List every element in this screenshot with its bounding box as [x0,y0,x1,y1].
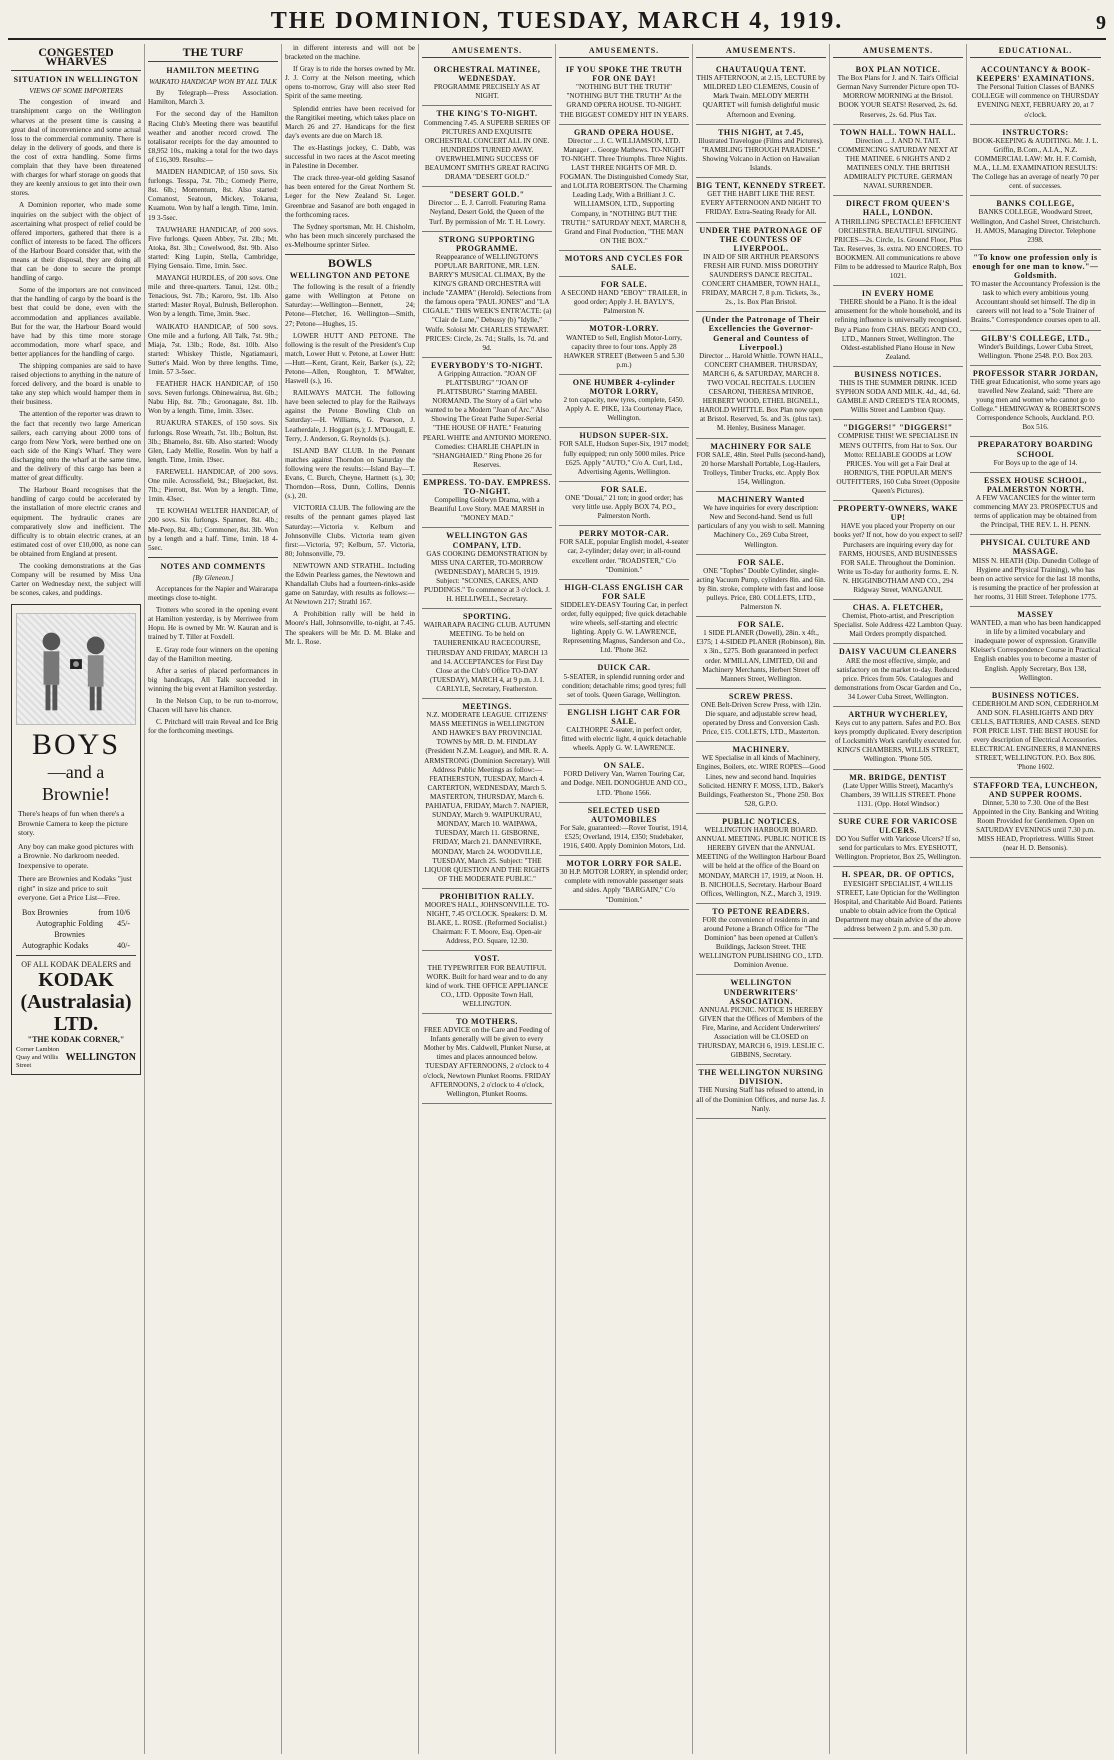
ad-title: (Under the Patronage of Their Excellencies the Governor-General and Countess of Liverpool.) [701,315,821,352]
ad-title: MACHINERY Wanted [717,495,805,505]
price-row: Autographic Folding Brownies 45/- [36,918,130,939]
classified-ad [970,437,1101,472]
ads-column-5 [559,62,689,910]
classified-ad [833,770,963,814]
paragraph: After a series of placed performances in big handicaps, All Talk succeeded in winning the big event at Hamilton yesterday. [148,666,278,693]
ad-title: MACHINERY. [732,745,790,755]
ads-column-8 [970,62,1101,858]
classified-ad [559,580,689,661]
classified-ad [970,366,1101,438]
classified-ad [696,555,826,618]
ad-body: THIS AFTERNOON, at 2.15, LECTURE by MILDRED LEO CLEMENS, Cousin of Mark Twain. MELODY MERTH QUARTET will furnish delightful music Afternoon and Evening. [696,74,826,119]
classified-ad [559,125,689,251]
ad-title: TO PETONE READERS. [712,906,810,916]
notes-byline: [By Gleneon.] [192,573,234,582]
ad-body: Director ... J. C. WILLIAMSON, LTD. Manager ... George Mathews. TO-NIGHT TO-NIGHT. Three Triumphs. Three Nights. LAST THREE NIGHTS OF MR. D. FOGMAN. The Distinguished Comedy Star, and LOLITA ROBERTSON. The Charming Leading Lady, With a Brilliant J. C. WILLIAMSON, LTD., Supporting Company, in "NOTHING BUT THE TRUTH." SATURDAY NEXT, MARCH 8, Grand and Final Production, "THE MAN ON THE BOX." [559,136,689,245]
ad-title: INSTRUCTORS: [1002,127,1069,137]
ad-title: SCREW PRESS. [728,691,794,701]
ad-body: WANTED to Sell, English Motor-Lorry, capacity three to four tons. Apply 28 HAWKER STREET (Between 5 and 5.30 p.m.) [563,333,685,369]
ad-body: WANTED, a man who has been handicapped in life by a limited vocabulary and inadequate power of expression. Granville Kleiser's Correspondence Course in Practical English enables you to become a master of English. Apply Secretary, Box 138, Wellington. [970,619,1101,682]
ad-body: SIDDELEY-DEASY Touring Car, in perfect order, fully equipped; five quick detachable wire wheels, self-starting and electric lighting. Apply G. W. LAWRENCE, Representing Magnus, Sanderson and Co., Ltd. 'Phone 362. [560,600,688,655]
classified-ad [970,62,1101,125]
classified-ad [422,232,552,358]
amusements-heading: AMUSEMENTS. [833,44,963,58]
ad-body: TO master the Accountancy Profession is the task to which every ambitious young Accountant should set himself. The dip in careers will not lead to a "Sole Trainer of Brains." Correspondence courses open to all. [970,280,1101,325]
classified-ad [559,758,689,802]
ad-title: UNDER THE PATRONAGE OF THE COUNTESS OF LIVERPOOL. [699,225,823,253]
classified-ad [970,473,1101,536]
ad-body: Director ... E. J. Carroll. Featuring Rama Neyland, Desert Gold, the Queen of the Turf. By permission of Mr. T. H. Lowry. [428,199,546,226]
ad-body: BOOK-KEEPING & AUDITING. Mr. J. L. Griffin, B.Com., A.I.A., N.Z. COMMERCIAL LAW: Mr. H. F. Cornish, M.A., LL.M. EXAMINATION RESULTS: The College has an average of nearly 70 per cent. of successes. [972,136,1099,191]
amusements-heading: AMUSEMENTS. [422,44,552,58]
ad-title: FOR SALE. [737,557,785,567]
ad-title: HIGH-CLASS ENGLISH CAR FOR SALE [564,582,684,601]
ad-body: 1 SIDE PLANER (Dowell), 28in. x 4ft., £375; 1 4-SIDED PLANER (Robinson), 8in. x 3in., £275. Both guaranteed in perfect order. M'MILLAN, LIMITED, Oil and Machinery Merchants, Herbert Street off Manners Street, Wellington. [696,629,826,683]
ad-title: IF YOU SPOKE THE TRUTH FOR ONE DAY! [565,65,683,84]
ad-title: PROPERTY-OWNERS, WAKE UP! [837,504,958,523]
ad-body: 30 H.P. MOTOR LORRY, in splendid order; complete with removable passenger seats and sides. Apply "BARGAIN," C/o "Dominion." [560,868,688,904]
ad-body: GET THE HABIT LIKE THE REST. EVERY AFTERNOON AND NIGHT TO FRIDAY. Extra-Seating Ready for All. [700,190,822,217]
ad-title: SPORTING. [462,612,511,622]
classified-ad [422,951,552,1014]
turf-continued [285,44,415,250]
ad-title: DAISY VACUUM CLEANERS [839,647,957,657]
classified-ad [559,705,689,758]
ad-body: Chemist, Photo-artist, and Prescription Specialist. Sole Address 422 Lambton Quay. Mail Orders promptly dispatched. [833,612,963,639]
classified-ad [696,312,826,438]
classified-ad [833,644,963,707]
ad-title: DIRECT FROM QUEEN'S HALL, LONDON. [845,199,951,218]
paragraph: The shipping companies are said to have raised objections to anything in the nature of forced delivery, and the board is unable to take any step which would hamper them in their business. [11,362,141,407]
classified-ad [833,867,963,939]
ad-body: WAIRARAPA RACING CLUB. AUTUMN MEETING. To be held on TAUHERENIKAU RACECOURSE, THURSDAY AND FRIDAY, MARCH 13 and 14. ACCEPTANCES for First Day Close at the Club's Office TO-DAY (TUESDAY), MARCH 4, at 9 p.m. J. I. CARLYLE, Secretary, Featherston. [423,621,551,693]
ad-body: FOR SALE, Hudson Super-Six, 1917 model; fully equipped; run only 5000 miles. Price £625. Apply "AUTO," C/o A. Curl, Ltd., Advertising Agents, Wellington. [559,440,689,476]
ad-body: A SECOND HAND "EBOY" TRAILER, in good order; Apply J. H. BAYLY'S, Palmerston N. [560,289,688,316]
ad-body: Reappearance of WELLINGTON'S POPULAR BARITONE, MR. LEN. BARRY'S MUSICAL CLIMAX, By the KING'S GRAND ORCHESTRA will include "ZAMPA" (Herold). Selections from the famous opera "PAUL JONES" and "LA CIGALE." THIS WEEK'S ENTR'ACTE: (a) "Clair de Lune," Debussy (b) "Idylle," Wolfe. Soloist Mr. CHARLES STEWART. PRICES: Circle, 2s. 7d.; Stalls, 1s. 7d. and 9d. [422,252,552,352]
classified-ad [833,814,963,867]
classified-ad [970,607,1101,688]
ad-body: FOR the convenience of residents in and around Petone a Branch Office for "The Dominion" has been opened at Cullen's Buildings, Jackson Street. THE WELLINGTON PUBLISHING CO., LTD. Dominion Avenue. [698,915,824,970]
classified-ad [559,482,689,526]
ad-body: IN AID OF SIR ARTHUR PEARSON'S FRESH AIR FUND. MISS DOROTHY SAUNDERS'S DANCE RECITAL. CONCERT CHAMBER, TOWN HALL, FRIDAY, MARCH 7, 8 p.m. Tickets, 3s., 2s., 1s. Box Plan Bristol. [701,252,821,307]
column-7 [830,44,967,1754]
ad-body: N.Z. MODERATE LEAGUE. CITIZENS' MASS MEETINGS in WELLINGTON AND HAWKE'S BAY PROVINCIAL TOWNS by MR. D. M. FINDLAY (President N.Z.M. League), and MR. R. A. ARMSTRONG (Dominion Secretary). Will Address Public Meetings as follow:— FEATHERSTON, TUESDAY, March 4. CARTERTON, WEDNESDAY, March 5. MASTERTON, THURSDAY, March 6. PAHIATUA, FRIDAY, March 7. NAPIER, SUNDAY, March 9. WAIPUKURAU, MONDAY, March 10. WAIPAWA, TUESDAY, March 11. GISBORNE, FRIDAY, March 21. DANNEVIRKE, MONDAY, March 24. WOODVILLE, TUESDAY, March 25. Subject: "THE LIQUOR QUESTION AND THE RIGHTS OF THE MODERATE PUBLIC." [424,711,550,883]
classified-ad [559,321,689,374]
ad-title: DUICK CAR. [597,663,651,673]
classified-ad [559,856,689,909]
ad-title: PREPARATORY BOARDING SCHOOL [977,440,1094,459]
ad-dealers: OF ALL KODAK DEALERS and [21,959,131,969]
classified-ad [833,196,963,286]
ad-body: Commencing 7.45. A SUPERB SERIES OF PICTURES AND EXQUISITE ORCHESTRAL CONCERT ALL IN ONE. HUNDREDS TURNED AWAY. OVERWHELMING SUCCESS OF BEAUMONT SMITH'S GREAT RACING DRAMA "DESERT GOLD." [423,118,551,182]
ad-title: BOX PLAN NOTICE. [855,65,941,75]
columns [8,44,1106,1754]
paragraph: LOWER HUTT AND PETONE. The following is the result of the President's Cup match, Lower Hutt v. Petone, at Lower Hutt:—Hutt—Kent, Grant, Keir, Barker (s.), 22; Petone—Allen, Roughton, T. M'Walter, Haswell (s.), 16. [285,331,415,386]
ad-title: ACCOUNTANCY & BOOK-KEEPERS' EXAMINATIONS. [976,65,1095,84]
ad-body: Direction ... J. AND N. TAIT. COMMENCING SATURDAY NEXT AT THE MATINEE. 6 NIGHTS AND 2 MATINEES ONLY. THE BRITISH ADMIRALTY PICTURE. GERMAN NAVAL SURRENDER. [837,136,959,191]
ad-body: PROGRAMME PRECISELY AS AT NIGHT. [433,83,541,101]
ad-body: The Personal Tuition Classes of BANKS COLLEGE will commence on THURSDAY EVENING NEXT, FEBRUARY 20, at 7 o'clock. [971,83,1100,119]
ad-title: STAFFORD TEA, LUNCHEON, AND SUPPER ROOMS. [973,780,1098,799]
classified-ad [833,420,963,501]
ad-title: MACHINERY FOR SALE [710,441,812,451]
column-5 [556,44,693,1754]
classified-ad [696,904,826,976]
classified-ad [696,742,826,814]
ads-column-7 [833,62,963,939]
classified-ad [422,1014,552,1104]
paragraph: If Gray is to ride the horses owned by Mr. J. J. Corry at the Nelson meeting, which opens to-morrow, Gray will also steer Red Spirit of the same meeting. [285,65,415,101]
paragraph: C. Pritchard will train Reveal and Ice Brig for the forthcoming meetings. [148,718,278,736]
ad-body: (Late Upper Willis Street), Macarthy's Chambers, 39 WILLIS STREET. Phone 1131. (Opp. Hotel Windsor.) [840,781,956,808]
classified-ad [833,125,963,197]
paragraph: in different interests and will not be bracketed on the machine. [285,44,415,62]
ad-body: BANKS COLLEGE, Woodward Street, Wellington, And Cashel Street, Christchurch. H. AMOS, Managing Director. Telephone 2398. [970,208,1101,244]
classified-ad [422,609,552,699]
classified-ad [833,286,963,367]
ad-body: Keys cut to any pattern. Safes and P.O. Box keys promptly duplicated. Every description of Locksmith's Work carefully executed for. KING'S CHAMBERS, WILLIS STREET, Wellington. 'Phone 505. [834,719,962,764]
ad-title: ENGLISH LIGHT CAR FOR SALE. [567,707,681,726]
ad-title: PERRY MOTOR-CAR. [579,529,669,539]
ad-text-2: Any boy can make good pictures with a Brownie. No darkroom needed. Inexpensive to operate. [18,841,134,870]
paragraph: VICTORIA CLUB. The following are the results of the pennant games played last Saturday:—Victoria v. Kelburn and Johnsonville Clubs. Victoria team given first:—Victoria, 97; Kelburn, 57. Victoria, 80; Johnsonville, 79. [285,504,415,558]
classified-ad [422,358,552,475]
ad-title: MR. BRIDGE, DENTIST [849,772,947,782]
ad-body: DO You Suffer with Varicose Ulcers? If so, send for particulars to Mrs. EYESHOTT, Wellington. Proprietor, Box 25, Wellington. [835,835,961,862]
ad-body: Compelling Goldwyn Drama, with a Beautiful Love Story. MAE MARSH in "MONEY MAD." [429,496,545,523]
column-8 [967,44,1104,1754]
ad-boys-headline: BOYS [31,728,121,762]
classified-ad [559,62,689,125]
ad-title: BANKS COLLEGE, [996,199,1075,209]
column-1 [8,44,145,1754]
classified-ad [559,660,689,704]
paragraph: FAREWELL HANDICAP, of 200 sovs. One mile. Acrossfield, 9st.; Bluejacket, 8st. 7lb.; Pierrott, 8st. Won by a length. Time, 1min. 43sec. [148,467,278,504]
paragraph: Trotters who scored in the opening event at Hamilton yesterday, is by Merriwee from Hopu. He is owned by Mr. W. Kauran and is trained by T. Tiller at Foxdell. [148,606,278,642]
classified-ad [559,251,689,277]
ad-body: THE TYPEWRITER FOR BEAUTIFUL WORK. Built for hard wear and to do any kind of work. THE OFFICE APPLIANCE CO., LTD. Opposite Town Hall, WELLINGTON. [425,963,549,1008]
ad-title: BUSINESS NOTICES. [854,369,942,379]
ad-title: CHAUTAUQUA TENT. [715,65,807,75]
paragraph: MAYANGI HURDLES, of 200 sovs. One mile and three-quarters. Tanui, 12st. 0lb.; Tenacious, 9st. 7lb.; Karoro, 9st. 1lb. Also started: Master Royal, Bulrush, Bellerophon. Won by a length. Time, 3min. 9sec. [148,274,278,319]
subhead-situation: SITUATION IN WELLINGTON [13,75,139,85]
ad-body: FORD Delivery Van, Warren Touring Car, and Dodge. NEIL DONOGHUE AND CO., LTD. 'Phone 1566. [561,770,687,797]
subhead-waikato: WAIKATO HANDICAP WON BY ALL TALK [149,78,277,87]
paragraph: The following is the result of a friendly game with Wellington at Petone on Saturday:—Wellington—Bennett, 24; Petone—Fletcher, 16. Wellington—Smith, 27; Petone—Hughes, 15. [285,283,415,328]
classified-ad [696,1065,826,1118]
classified-ad [970,250,1101,331]
classified-ad [696,689,826,742]
paragraph: NEWTOWN AND STRATHL. Including the Edwin Pearless games, the Newtown and Khandallah Clubs had a fourteen-rinks-aside game on Saturday, with results as follows:—At Newtown 217; Strathl 167. [285,561,415,607]
ad-title: TOWN HALL. TOWN HALL. [839,127,957,137]
price-row: Box Brownies from 10/6 [22,907,130,917]
kodak-advertisement [11,604,141,1075]
ad-title: ESSEX HOUSE SCHOOL, PALMERSTON NORTH. [983,475,1088,494]
paragraph: FEATHER HACK HANDICAP, of 150 sovs. Seven furlongs. Ohinewairua, 8st. 6lb.; Nabu Hip, 8st. 7lb.; Groonagate, 8st. 1lb. Won by a length. Time, 1min. 33sec. [148,380,278,416]
paragraph: The Harbour Board recognises that the handling of cargo could be accelerated by the installation of more electric cranes and equipment. The hydraulic cranes are comparatively slow and inefficient. The difficulty is to obtain electric cranes, at an estimated cost of over £10,000, as none can be obtained from England at present. [11,486,141,558]
classified-ad [696,125,826,178]
paragraph: The Sydney sportsman, Mr. H. Chisholm, who has been much sincerely purchased the ex-Melbourne sprinter Sirlee. [285,222,415,249]
ad-body: The Box Plans for J. and N. Tait's Official German Navy Surrender Picture open TO-MORROW MORNING at the Bristol. BOOK YOUR SEATS! Reserved, 2s. 6d. Reserves, 2s. 6d. Plus Tax. [836,74,960,119]
ad-title: MASSEY [1017,609,1054,619]
ad-body: THERE should be a Piano. It is the ideal amusement for the whole household, and its refining influence is universally recognised. Buy a Piano from CHAS. BEGG AND CO., LTD., Manners Street, Wellington. The Oldest-established Piano House in New Zealand. [834,298,962,361]
ad-title: ORCHESTRAL MATINEE, WEDNESDAY. [433,65,541,84]
ad-body: Illustrated Travelogue (Films and Pictures). "RAMBLING THROUGH PARADISE." Showing Volcano in Action on Hawaiian Islands. [698,136,824,173]
classified-ad [970,778,1101,859]
column-3 [282,44,419,1754]
headline-turf: THE TURF [182,45,244,59]
paragraph: In the Nelson Cup, to be run to-morrow, Chacen will have his chance. [148,697,278,715]
paragraph: Some of the importers are not convinced that the handling of cargo by the board is the best that could be done, even with the accommodation and appliances available. But for the war, the Harbour Board would have had by this time more storage accommodation, more wharf space, and better appliances for the handling of cargo. [11,286,141,358]
ad-body: COMPRISE THIS! WE SPECIALISE IN MEN'S OUTFITS, from Hat to Sox. Our Motto: RELIABLE GOODS at LOW PRICES. You will get a Fair Deal at HORNIG'S, THE POPULAR MEN'S OUTFITTERS, 160 Cuba Street (Opposite Queen's Pictures). [836,432,960,496]
ad-body: Director ... Harold Whittle. TOWN HALL, CONCERT CHAMBER. THURSDAY, MARCH 6, & SATURDAY, MARCH 8. TWO VOCAL RECITALS. LUCIEN CESARONI, THERESA M'INROE, HERBERT WOOD, ETHEL BIGNELL, HAROLD WHITTLE. Box Plan now open at Bristol. Reserved, 5s. and 3s. (plus tax). M. Henley, Business Manager. [699,351,823,433]
column-2 [145,44,282,1754]
masthead [8,6,1106,40]
headline-wharves: CONGESTED WHARVES [38,45,114,69]
paragraph: The attention of the reporter was drawn to the fact that recently two large American sailers, each carrying about 2000 tons of cargo from New York, were berthed one on each side of the King's Wharf. They were discharging onto the wharf at the same time, and the delivery of this cargo has been a matter of great difficulty. [11,410,141,483]
ad-body: For Sale, guaranteed:—Rover Tourist, 1914, £525; Overland, 1914, £350; Studebaker, 1916, £400. Apply Dominion Motors, Ltd. [560,823,688,851]
classified-ad [559,526,689,579]
ad-title: SELECTED USED AUTOMOBILES [587,805,661,824]
column-6 [693,44,830,1754]
ad-body: FREE ADVICE on the Care and Feeding of Infants generally will be given to every Mother by Mrs. Caldwell, Plunket Nurse, at times and places announced below. TUESDAY AFTERNOONS, 2 o'clock to 4 o'clock, Newtown Plunket Rooms. FRIDAY AFTERNOONS, 2 o'clock to 4 o'clock, Wellington, Plunket Rooms. [423,1026,551,1098]
ad-body: HAVE you placed your Property on our books yet? If not, how do you expect to sell? Purchasers are inquiring every day for FARMS, HOUSES, AND BUSINESSES FOR SALE. Throughout the Dominion. Write us To-day for authority forms. E. N. N. HIGGINBOTHAM AND CO., 294 Ridgway Street, WANGANUI. [833,522,963,594]
classified-ad [833,501,963,600]
ad-title: THE WELLINGTON NURSING DIVISION. [698,1068,824,1087]
ad-body: WE Specialise in all kinds of Machinery, Engines, Boilers, etc. WIRE ROPES—Good Lines, new and second hand. Inquiries Solicited. HENRY F. MOSS, LTD., Baker's Buildings, Featherston St., 'Phone 250. Box 528, G.P.O. [696,754,826,808]
ad-body: MISS N. HEATH (Dip. Dunedin College of Hygiene and Physical Training), who has been on active service for the last 18 months, is resuming the practice of her profession at her rooms, 31 Hill Street. Telephone 1775. [970,556,1101,601]
ad-body: CALTHORPE 2-seater, in perfect order, fitted with electric light, 4 quick detachable wheels. Apply G. W. LAWRENCE. [561,726,687,753]
ad-title: FOR SALE. [737,620,785,630]
classified-ad [696,492,826,555]
ad-title: PHYSICAL CULTURE AND MASSAGE. [980,538,1091,557]
ad-price-list [16,907,136,951]
boys-camera-illustration [16,613,136,725]
ad-title: STRONG SUPPORTING PROGRAMME. [438,234,536,253]
article-wharves-body [11,98,141,598]
ad-body: THIS IS THE SUMMER DRINK. ICED SYPHON SODA AND MILK. 4d., 4d., 6d. GAMBLE AND CREED'S TEA ROOMS, Willis Street and Lambton Quay. [835,379,961,415]
ad-title: EVERYBODY'S TO-NIGHT. [430,360,544,370]
ad-body: A Gripping Attraction. "JOAN OF PLATTSBURG" "JOAN OF PLATTSBURG" Starring MABEL NORMAND. The Story of a Girl who wanted to be a Modern "Joan of Arc." Also Showing The Great Pathe Super-Serial "THE HOUSE OF HATE." Featuring PEARL WHITE and ANTONIO MORENO. Comedies: CHARLIE CHAPLIN in "SHANGHAIED." Ring Phone 26 for Reserves. [422,369,552,469]
ad-body: For Boys up to the age of 14. [993,458,1078,467]
ad-body: FOR SALE, popular English model, 4-seater car, 2-cylinder; delay over; in all-round excellent order. "ROADSTER," C/o "Dominion." [559,538,689,574]
ad-title: ARTHUR WYCHERLEY, [848,710,948,719]
notes-body [148,585,278,736]
ad-title: HUDSON SUPER-SIX. [579,431,669,441]
ad-body: THE great Educationist, who some years ago travelled New Zealand, said: "There are young men and women who cannot go to College." HEMINGWAY & ROBERTSON'S Correspondence Schools, Auckland. P.O. Box 516. [970,377,1101,432]
classified-ad [422,889,552,952]
paragraph: WAIKATO HANDICAP, of 500 sovs. One mile and a furlong. All Talk, 7st. 9lb.; Miaja, 7st. 13lb.; Rode, 8st. 10lb. Also started: Whiskey Thistle, Ngatiamauri, Sutter's Maid. Won by three lengths. Time, 1min. 57 3-5sec. [148,322,278,376]
ad-body: A THRILLING SPECTACLE! EFFICIENT ORCHESTRA. BEAUTIFUL SINGING. PRICES—2s. Circle, 1s. Ground Floor, Plus Tax. Reserves, 3s. extra. NO ENCORES. TO BOOKMEN. All communications re above Film to be addressed to Maurice Ralph, Box 1021. [833,217,963,281]
ad-body: ARE the most effective, simple, and satisfactory on the market to-day. Reduced price. Prices from 50s. Catalogues and demonstrations from Oscar Garden and Co., 34 Lower Cuba Street, Wellington. [834,656,962,701]
ad-body: A FEW VACANCIES for the winter term commencing MAY 23. PROSPECTUS and terms of application may be obtained from the Principal, THE REV. L. H. PENN. [973,493,1098,530]
subhead-wellington-petone: WELLINGTON AND PETONE [289,271,411,281]
ad-title: EMPRESS. TO-DAY. EMPRESS. TO-NIGHT. [423,477,551,497]
classified-ad [696,814,826,904]
ad-body: CEDERHOLM AND SON, CEDERHOLM AND SON. FLASHLIGHTS AND DRY CELLS, BATTERIES, AND CASES. SEND FOR PRICE LIST. THE BEST HOUSE for every description of Electrical Accessories. ELECTRICAL ENGINEERS, 8 MANNERS STREET, WELLINGTON. P.O. Box 806. 'Phone 1602. [970,699,1101,772]
ad-title: ON SALE. [603,761,645,771]
ad-body: MOORE'S HALL, JOHNSONVILLE. TO-NIGHT, 7.45 O'CLOCK. Speakers: D. M. BLAKE, L. ROSE. (Reformed Socialist.) Chairman: F. T. Moore, Esq. Open-air Address, P.O. Square, 12.30. [424,900,550,946]
subhead-hamilton: HAMILTON MEETING [166,66,260,76]
ad-body: THE Nursing Staff has refused to attend, in all of the Dominion Offices, and nurse Jas. J. Nanly. [696,1086,826,1113]
paragraph: ISLAND BAY CLUB. In the Pennant matches against Thorndon on Saturday the following were the results:—Island Bay—T. Evans, C. Burch, Cheyne, Hartnett (s.), 30; Thorndon—Ross, Dunn, Collins, Dennis (s.), 20. [285,446,415,501]
ad-title: ONE HUMBER 4-cylinder MOTOR LORRY, [572,377,676,396]
classified-ad [833,367,963,420]
paragraph: The crack three-year-old gelding Sasanof has been entered for the Great Northern St. Leger for the New Zealand St. Leger. Greenbrae and Sasanof are both engaged in the forthcoming races. [285,174,415,219]
classified-ad [422,528,552,609]
ad-text-3: There are Brownies and Kodaks "just right" in size and price to suit everyone. Get a Price List—Free. [18,874,132,903]
ad-title: WELLINGTON GAS COMPANY, LTD. [446,531,528,550]
paragraph: Splendid entries have been received for the Rangitikei meeting, which takes place on March 26 and 27. Handicaps for the first day's events are due on March 18. [285,104,415,140]
ad-company-name: KODAK (Australasia) LTD. [20,968,132,1035]
ad-body: ANNUAL PICNIC. NOTICE IS HEREBY GIVEN that the Offices of Members of the Fire, Marine, and Accident Underwriters' Association will be CLOSED on THURSDAY, MARCH 6, 1919. LESLIE C. GIBBINS, Secretary. [697,1005,825,1060]
classified-ad [970,535,1101,607]
article-turf-body [148,110,278,552]
children-with-camera-icon [17,619,135,719]
ads-column-4 [422,62,552,1104]
classified-ad [833,62,963,125]
ad-title: H. SPEAR, DR. OF OPTICS, [841,870,955,880]
classified-ad [696,617,826,689]
byline: By Telegraph—Press Association. Hamilton, March 3. [148,89,278,107]
ad-title: THE KING'S TO-NIGHT. [436,109,538,119]
amusements-heading: AMUSEMENTS. [696,44,826,58]
ad-title: SURE CURE FOR VARICOSE ULCERS. [838,816,958,836]
paragraph: Acceptances for the Napier and Wairarapa meetings close to-night. [148,584,278,603]
paragraph: The cooking demonstrations at the Gas Company will be resumed by Miss Una Carter on Wednesday next, the subject will be scones, cakes, and puddings. [11,561,141,598]
classified-ad [970,196,1101,249]
paragraph: TAUWHARE HANDICAP, of 200 sovs. Five furlongs. Queen Abbey, 7st. 2lb.; Mt. Atoka, 8st. 3lb.; Cowelwood, 8st. 9lb. Also started: King Lupin, Stella, Cambridge, Flying Gensaio. Time, 1min. 5sec. [148,225,278,270]
ad-title: WELLINGTON UNDERWRITERS' ASSOCIATION. [723,978,799,1006]
ad-body: ONE Belt-Driven Screw Press, with 12in. Die square, and adjustable screw head, operated by Dress and Conversion Cash. Price, £15. COLLETS, LTD., Masterton. [700,700,822,737]
notes-heading: NOTES AND COMMENTS [160,561,266,571]
paragraph: A Dominion reporter, who made some inquiries on the subject with the object of ascertaining what prospect of relief could be offered importers, gathered that there is a conflict of interests to be faced. The officers of the Harbour Board consider that, with the means at their disposal, they are doing all that can be done to secure the prompt handling of cargo. [11,201,141,283]
classified-ad [422,106,552,187]
paragraph: RAILWAYS MATCH. The following have been selected to play for the Railways against the Petone Bowling Club on Saturday:—H. Williams, G. Pearson, J. Leatherdale, J. Hoggart (s.); J. M'Dougall, E. Terry, J. Anderson, G. Reynolds (s.). [285,389,415,443]
ad-title: MOTOR-LORRY. [589,324,659,334]
ad-brownie-headline: —and a Brownie! [42,762,110,805]
ad-body: ONE "Douai," 21 ton; in good order; has very little use. Apply BOX 74, P.O., Palmerston North. [565,493,683,521]
classified-ad [696,62,826,125]
paragraph: For the second day of the Hamilton Racing Club's Meeting there was beautiful weather and another record crowd. The totalisator receipts for the day amounted to £8,952 10s., making a total for the two days of £16,309. Results:— [148,110,278,164]
ad-title: VOST. [474,954,500,964]
page-number: 9 [1096,12,1106,34]
paragraph: TE KOWHAI WELTER HANDICAP, of 200 sovs. Six furlongs. Spanner, 8st. 4lb.; Me-Peep, 8st. 4lb.; Commoner, 8st. 3lb. Won by a length and a half. Time, 1min. 18 4-5sec. [148,507,278,552]
ad-city: WELLINGTON [65,1052,136,1064]
ad-title: PUBLIC NOTICES. [722,816,800,826]
paragraph: The ex-Hastings jockey, C. Dabb, was successful in two races at the Ascot meeting in Palestine in December. [285,143,415,171]
classified-ad [833,600,963,644]
ad-title: IN EVERY HOME [861,289,935,299]
educational-heading: EDUCATIONAL. [970,44,1101,58]
ad-title: MOTOR LORRY FOR SALE. [566,859,682,869]
ad-title: MOTORS AND CYCLES FOR SALE. [564,253,684,272]
classified-ad [422,475,552,528]
ad-body: 2 ton capacity, new tyres, complete, £450. Apply A. E. PIKE, 13a Courtenay Place, Wellington. [563,396,685,423]
classified-ad [970,688,1101,778]
classified-ad [833,707,963,770]
classified-ad [696,975,826,1065]
paragraph: A Prohibition rally will be held in Moore's Hall, Johnsonville, to-night, at 7.45. The speakers will be Mr. D. M. Blake and Mr. L. Rose. [285,610,415,646]
ad-title: GILBY'S COLLEGE, LTD., [981,333,1090,343]
ad-title: PROFESSOR STARR JORDAN, [972,368,1099,378]
ad-title: BIG TENT, KENNEDY STREET. [696,181,826,191]
paragraph: The congestion of inward and transhipment cargo on the Wellington wharves at the present time is causing a great deal of inconvenience and some actual loss to the commercial community. There is delay in the delivery of goods, and there is the cost of extra handling. Some firms complain that they have been threatened with charges for wharf storage on goods that they are keenly anxious to get into their own stores. [11,98,141,198]
article-bowls-body [285,283,415,647]
ad-title: PROHIBITION RALLY. [439,891,535,901]
ad-body: FOR SALE, 48in. Steel Pulls (second-hand), 20 horse Marshall Portable, Log-Haulers, Trolleys, Timber Trucks, etc. Apply Box 154, Wellington. [696,450,826,486]
ad-body: ONE "Tophes" Double Cylinder, single-acting Vacuum Pump, cylinders 8in. and 6in. by 8in. stroke, complete with fast and loose pulleys. Price, £80. COLLETS, LTD., Palmerston N. [696,566,826,612]
paragraph: RUAKURA STAKES, of 150 sovs. Six furlongs. Rose Wreath, 7st. 1lb.; Boltun, 8st. 3lb.; Bhamelo, 8st. 6lb. Also started: Woody Glen, Lady Mellie, Roselin. Won by half a length. Time, 1min. 19sec. [148,419,278,464]
ad-title: BUSINESS NOTICES. [991,690,1080,700]
ad-body: WELLINGTON HARBOUR BOARD. ANNUAL MEETING. PUBLIC NOTICE IS HEREBY GIVEN that the ANNUAL MEETING of the Wellington Harbour Board will be held at the office of the Board on MONDAY, MARCH 17, 1919, at Noon. H. B. NICHOLLS, Secretary. Harbour Board Offices, Wellington, N.Z., March 3, 1919. [696,826,826,898]
ad-title: "To know one profession only is enough for one man to know."—Goldsmith. [972,252,1099,280]
classified-ad [422,699,552,889]
column-4 [419,44,556,1754]
ad-text-1: There's heaps of fun when there's a Brownie Camera to keep the picture story. [18,809,128,838]
classified-ad [559,428,689,481]
ad-body: Winder's Buildings, Lower Cuba Street, Wellington. 'Phone 2548. P.O. Box 203. [978,342,1093,360]
amusements-heading: AMUSEMENTS. [559,44,689,58]
ad-address: Corner Lambton Quay and Willis Street [16,1046,60,1070]
classified-ad [559,277,689,321]
classified-ad [696,223,826,313]
headline-bowls: BOWLS [327,255,372,270]
ad-body: Dinner, 5.30 to 7.30. One of the Best Appointed in the City. Banking and Writing Room Provided for Gentlemen. Open on SATURDAY EVENINGS until 7.30 p.m. MISS HEAD, Proprietress. Willis Street (near H. D. Bensonis). [972,798,1099,853]
classified-ad [422,187,552,231]
ad-title: THIS NIGHT, at 7.45, [718,127,804,137]
classified-ad [559,375,689,428]
masthead-title: THE DOMINION, TUESDAY, MARCH 4, 1919. [270,8,844,34]
classified-ad [970,331,1101,366]
ad-body: EYESIGHT SPECIALIST, 4 WILLIS STREET, Late Optician for the Wellington Hospital, and Charitable Aid Board. Patients unable to obtain advice from the Optical Department may obtain advice of the above address between 2 p.m. and 5.30 p.m. [834,879,962,933]
ad-title: TO MOTHERS. [456,1017,518,1026]
ad-body: GAS COOKING DEMONSTRATION by MISS UNA CARTER, TO-MORROW (WEDNESDAY), MARCH 5, 1919. Subject: "SCONES, CAKES, AND PUDDINGS." To commence at 3 o'clock. J. H. HELLIWELL, Secretary. [424,549,550,604]
classified-ad [422,62,552,106]
paragraph: E. Gray rode four winners on the opening day of the Hamilton meeting. [148,645,278,663]
ads-column-6 [696,62,826,1119]
ad-title: FOR SALE. [600,484,648,494]
price-row: Autographic Kodaks 40/- [22,940,130,950]
ad-body: 5-SEATER, in splendid running order and condition; detachable rims; good tyres; full set of tools. Queen Garage, Wellington. [562,672,686,699]
classified-ad [696,178,826,222]
ad-title: "DESERT GOLD." [449,190,525,200]
subhead-views: VIEWS OF SOME IMPORTERS [29,87,123,96]
classified-ad [970,125,1101,197]
ad-store-name: "THE KODAK CORNER," [27,1034,125,1044]
paragraph: MAIDEN HANDICAP, of 150 sovs. Six furlongs. Tesspa, 7st. 7lb.; Comedy Pierre, 8st. 6lb.; Momentum, 8st. Also started: Comanost, Seatoun, Mickey, Tokarua, Kuamotu. Won by half a length. Time, 1min. 19 3-5sec. [148,168,278,222]
ad-body: "NOTHING BUT THE TRUTH" "NOTHING BUT THE TRUTH" At the GRAND OPERA HOUSE. TO-NIGHT. THE BIGGEST COMEDY HIT IN YEARS. [559,83,689,119]
classified-ad [696,439,826,492]
ad-title: CHAS. A. FLETCHER, [852,603,944,613]
ad-title: "DIGGERS!" "DIGGERS!" [843,423,953,433]
ad-body: We have inquiries for every description: New and Second-hand. Send us full particulars of any you wish to sell. Manning Machinery Co., 269 Cuba Street, Wellington. [697,504,825,549]
classified-ad [559,803,689,856]
ad-title: FOR SALE. [600,280,648,290]
ad-title: MEETINGS. [462,702,512,711]
ad-title: GRAND OPERA HOUSE. [574,127,674,137]
